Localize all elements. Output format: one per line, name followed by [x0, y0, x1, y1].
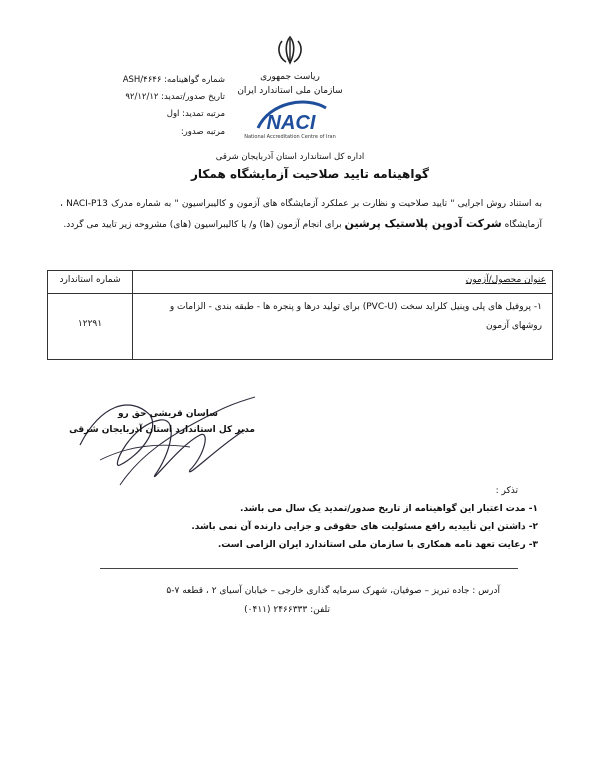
intro-paragraph [60, 194, 542, 235]
intro-part1: به استناد روش اجرایی " تایید صلاحیت و نظارت بر عملکرد آزمایشگاه های آزمون و کالیبراسیون " به شماره مدرک NACI-P13 ، آزمایشگاه [60, 199, 543, 230]
logo-subtitle: National Accreditation Centre of Iran [244, 134, 336, 140]
note-item: ۳- رعایت تعهد نامه همکاری با سازمان ملی استاندارد ایران الزامی است. [217, 540, 538, 550]
cert-number: شماره گواهینامه: ASH/۴۶۴۶ [122, 75, 225, 85]
issue-date: تاریخ صدور/تمدید: ۹۲/۱۲/۱۲ [125, 92, 225, 102]
signature [60, 385, 270, 505]
issue-rank: مرتبه صدور: [180, 127, 225, 137]
table-row-product: ۱- پروفیل های پلی وینیل کلراید سخت (PVC-U) برای تولید درها و پنجره ها - طبقه بندی - الزامات و روشهای آزمون [169, 302, 542, 331]
iran-emblem-icon [273, 35, 307, 65]
signatory-name: ساسان قریشی حق رو [117, 409, 218, 419]
naci-logo [250, 98, 332, 134]
note-item: ۲- داشتن این تأییدیه رافع مسئولیت های حقوقی و جزایی دارنده آن نمی باشد. [191, 522, 538, 532]
note-item: ۱- مدت اعتبار این گواهینامه از تاریخ صدور/تمدید یک سال می باشد. [240, 504, 538, 514]
header-standard: شماره استاندارد [59, 275, 121, 285]
company-name: شرکت آدوپن پلاستیک پرشین [344, 217, 502, 230]
footer-address: آدرس : جاده تبریز – صوفیان، شهرک سرمایه گذاری خارجی – خیابان آسیای ۲ ، قطعه ۷-۵ [166, 586, 500, 596]
page-title: گواهینامه تایید صلاحیت آزمایشگاه همکار [191, 167, 429, 181]
footer-phone: تلفن: ۲۴۶۶۳۳۳ (۰۴۱۱) [244, 605, 330, 615]
notes-title: تذکر : [495, 486, 518, 496]
office-name: اداره کل استاندارد استان آذربایجان شرقی [215, 152, 365, 162]
naci-logo-text: NACI [266, 112, 316, 134]
renewal-rank: مرتبه تمدید: اول [166, 109, 225, 119]
signatory-title: مدیر کل استاندارد استان آذربایجان شرقی [69, 425, 255, 435]
table-row-standard: ۱۲۲۹۱ [77, 319, 103, 329]
gov-line2: سازمان ملی استاندارد ایران [237, 86, 343, 96]
footer-divider [100, 568, 518, 569]
header-product: عنوان محصول/آزمون [465, 275, 546, 285]
gov-line1: ریاست جمهوری [260, 72, 320, 82]
scope-table [47, 270, 553, 360]
intro-part2: برای انجام آزمون (ها) و/ یا کالیبراسیون (های) مشروحه زیر تایید می گردد. [63, 220, 342, 230]
